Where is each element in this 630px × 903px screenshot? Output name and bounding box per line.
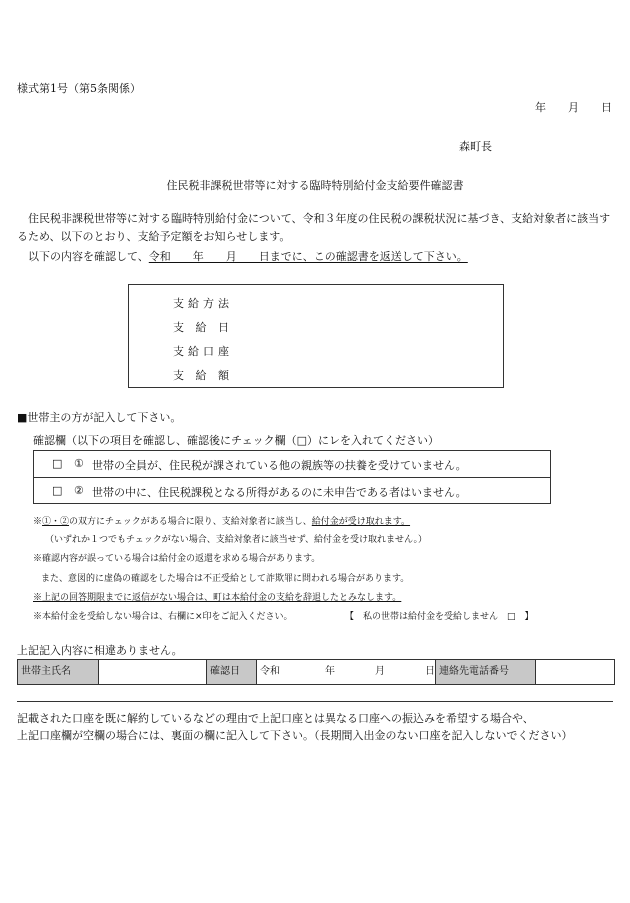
info-row-account: 支給口座 xyxy=(173,345,233,358)
section-divider xyxy=(17,701,613,702)
date-month-label: 月 xyxy=(375,666,385,677)
phone-label: 連絡先電話番号 xyxy=(436,660,536,684)
date-day: 日 xyxy=(601,101,612,114)
note-1-underlined-a: ①・② xyxy=(42,517,70,527)
note-1 xyxy=(33,514,410,527)
intro-text: 住民税非課税世帯等に対する臨時特別給付金について、令和３年度の住民税の課税状況に基づき、支給対象者に該当するため、以下のとおり、支給予定額をお知らせします。 xyxy=(17,212,611,243)
check-caption: 確認欄（以下の項目を確認し、確認後にチェック欄（□）にレを入れてください） xyxy=(33,434,440,447)
note-1-mid: の双方にチェックがある場合に限り、支給対象者に該当し、 xyxy=(69,517,312,527)
check-row-2 xyxy=(34,478,550,504)
date-month: 月 xyxy=(568,101,579,114)
deadline-underlined: 令和 年 月 日までに、この確認書を返送して下さい。 xyxy=(148,250,468,263)
check-text-2: 世帯の中に、住民税課税となる所得があるのに未申告である者はいません。 xyxy=(92,486,467,499)
note-5: ※本給付金を受給しない場合は、右欄に×印をご記入ください。 xyxy=(33,612,293,622)
check-box-2[interactable]: □ xyxy=(52,484,63,497)
check-box-1[interactable]: □ xyxy=(52,457,63,470)
check-num-1: ① xyxy=(74,457,84,470)
date-year-label: 年 xyxy=(325,666,335,677)
date-year: 年 xyxy=(535,101,546,114)
check-num-2: ② xyxy=(74,484,84,497)
householder-heading: ■世帯主の方が記入して下さい。 xyxy=(17,411,182,424)
footer-line-2: 上記口座欄が空欄の場合には、裏面の欄に記入して下さい。（長期間入出金のない口座を記入しないでください） xyxy=(17,729,573,742)
note-3: また、意図的に虚偽の確認をした場合は不正受給として詐欺罪に問われる場合があります。 xyxy=(41,574,410,584)
intro-paragraph xyxy=(17,210,617,246)
deadline-line xyxy=(17,248,468,264)
phone-field[interactable] xyxy=(536,660,614,684)
confirm-date-field[interactable] xyxy=(257,660,436,684)
note-4-text: ※上記の回答期限までに返信がない場合は、町は本給付金の支給を辞退したとみなします。 xyxy=(33,593,402,603)
householder-name-field[interactable] xyxy=(99,660,207,684)
decline-checkbox[interactable]: 【 私の世帯は給付金を受給しません □ 】 xyxy=(345,612,534,622)
date-day-label: 日 xyxy=(425,666,435,677)
info-row-date: 支 給 日 xyxy=(173,321,233,334)
document-title: 住民税非課税世帯等に対する臨時特別給付金支給要件確認書 xyxy=(166,179,464,192)
check-text-1: 世帯の全員が、住民税が課されている他の親族等の扶養を受けていません。 xyxy=(92,459,467,472)
deadline-prefix: 以下の内容を確認して、 xyxy=(28,250,149,263)
info-row-amount: 支 給 額 xyxy=(173,369,233,382)
form-number: 様式第1号（第5条関係） xyxy=(17,82,141,95)
signature-table xyxy=(17,659,615,685)
check-row-1 xyxy=(34,451,550,478)
date-line xyxy=(513,99,612,115)
confirm-text: 上記記入内容に相違ありません。 xyxy=(17,644,183,657)
payment-info-box xyxy=(128,284,504,388)
info-row-method: 支給方法 xyxy=(173,297,233,310)
date-era: 令和 xyxy=(260,666,280,677)
confirm-date-label: 確認日 xyxy=(207,660,257,684)
note-1-underlined-b: 給付金が受け取れます。 xyxy=(311,517,411,527)
note-2: ※確認内容が誤っている場合は給付金の返還を求める場合があります。 xyxy=(33,554,321,564)
householder-name-label: 世帯主氏名 xyxy=(18,660,99,684)
footer-line-1: 記載された口座を既に解約しているなどの理由で上記口座とは異なる口座への振込みを希望する場合や、 xyxy=(17,712,534,725)
addressee: 森町長 xyxy=(459,140,492,153)
check-table xyxy=(33,450,551,504)
note-1-sub: （いずれか１つでもチェックがない場合、支給対象者に該当せず、給付金を受け取れません。） xyxy=(45,535,428,545)
note-4 xyxy=(33,590,401,603)
note-1-prefix: ※ xyxy=(33,517,43,527)
